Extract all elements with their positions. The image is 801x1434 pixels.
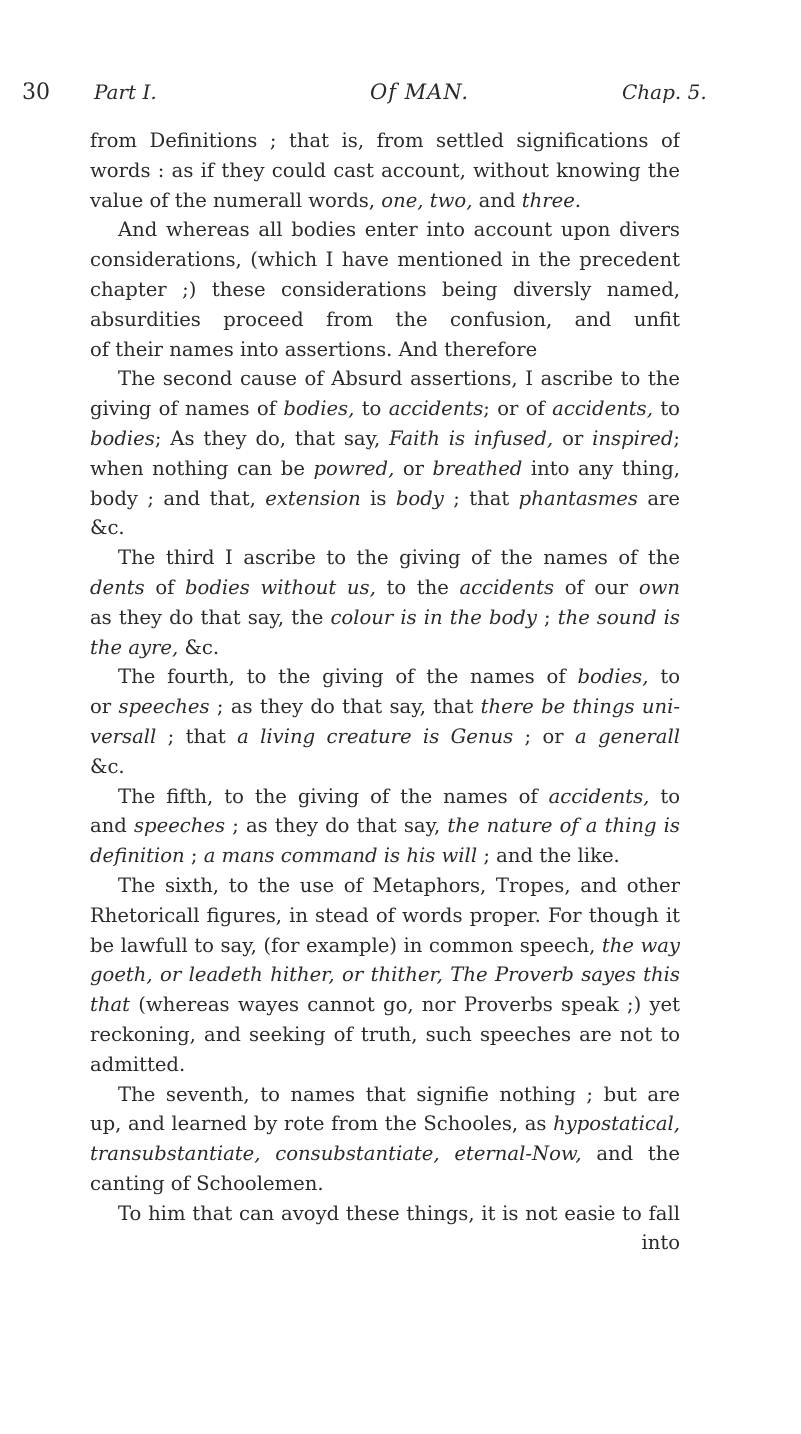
text-line: dents of bodies without us, to the accidents of our own bbox=[90, 575, 680, 599]
text-line: considerations, (which I have mentioned in the precedent bbox=[90, 248, 680, 272]
text-line: admitted. bbox=[90, 1052, 186, 1076]
text-line: canting of Schoolemen. bbox=[90, 1171, 324, 1195]
text-line: when nothing can be powred, or breathed into any thing, bbox=[90, 456, 680, 480]
text-line: The sixth, to the use of Metaphors, Tropes, and other bbox=[118, 873, 680, 897]
text-line: goeth, or leadeth hither, or thither, The Proverb sayes this bbox=[90, 963, 680, 987]
text-line: The seventh, to names that signifie nothing ; but are bbox=[118, 1082, 680, 1106]
chapter-label: Chap. 5. bbox=[622, 80, 707, 104]
text-line: To him that can avoyd these things, it is not easie to fall bbox=[118, 1201, 680, 1225]
page-number: 30 bbox=[22, 80, 50, 105]
text-line: The third I ascribe to the giving of the names of the bbox=[118, 546, 680, 570]
text-line: &c. bbox=[90, 516, 125, 540]
text-line: be lawfull to say, (for example) in common speech, the way bbox=[90, 933, 680, 957]
running-header bbox=[0, 80, 801, 116]
text-line: transubstantiate, consubstantiate, eternal-Now, and the bbox=[90, 1142, 680, 1166]
text-line: versall ; that a living creature is Genus ; or a generall bbox=[90, 724, 680, 748]
text-line: that (whereas wayes cannot go, nor Proverbs speak ;) yet bbox=[90, 993, 680, 1017]
part-label: Part I. bbox=[94, 80, 157, 104]
text-line: as they do that say, the colour is in the body ; the sound is bbox=[90, 605, 680, 629]
text-line: The fourth, to the giving of the names of bodies, to bbox=[118, 665, 680, 689]
text-line: absurdities proceed from the confusion, and unfit bbox=[90, 307, 680, 331]
text-line: up, and learned by rote from the Schooles, as hypostatical, bbox=[90, 1112, 680, 1136]
text-line: &c. bbox=[90, 754, 125, 778]
text-line: value of the numerall words, one, two, and three. bbox=[90, 188, 582, 212]
text-line: and speeches ; as they do that say, the nature of a thing is bbox=[90, 814, 680, 838]
text-line: The second cause of Absurd assertions, I ascribe to the bbox=[118, 367, 680, 391]
body-text bbox=[90, 126, 680, 1258]
text-line: giving of names of bodies, to accidents; or of accidents, to bbox=[90, 397, 680, 421]
text-line: And whereas all bodies enter into account upon divers bbox=[118, 218, 680, 242]
running-title: Of MAN. bbox=[370, 80, 470, 104]
text-line: or speeches ; as they do that say, that there be things uni- bbox=[90, 695, 680, 719]
text-line: definition ; a mans command is his will ; and the like. bbox=[90, 844, 620, 868]
text-line: body ; and that, extension is body ; that phantasmes are bbox=[90, 486, 680, 510]
text-line: words : as if they could cast account, without knowing the bbox=[90, 158, 680, 182]
text-line: reckoning, and seeking of truth, such speeches are not to bbox=[90, 1022, 680, 1046]
text-line: Rhetoricall figures, in stead of words proper. For though it bbox=[90, 903, 680, 927]
catchword: into bbox=[641, 1231, 680, 1255]
text-line: The fifth, to the giving of the names of accidents, to bbox=[118, 784, 680, 808]
text-line: bodies; As they do, that say, Faith is infused, or inspired; bbox=[90, 426, 680, 450]
text-line: chapter ;) these considerations being diversly named, bbox=[90, 277, 680, 301]
text-line: of their names into assertions. And therefore bbox=[90, 337, 538, 361]
text-line: from Definitions ; that is, from settled significations of bbox=[90, 129, 680, 152]
text-line: the ayre, &c. bbox=[90, 635, 220, 659]
